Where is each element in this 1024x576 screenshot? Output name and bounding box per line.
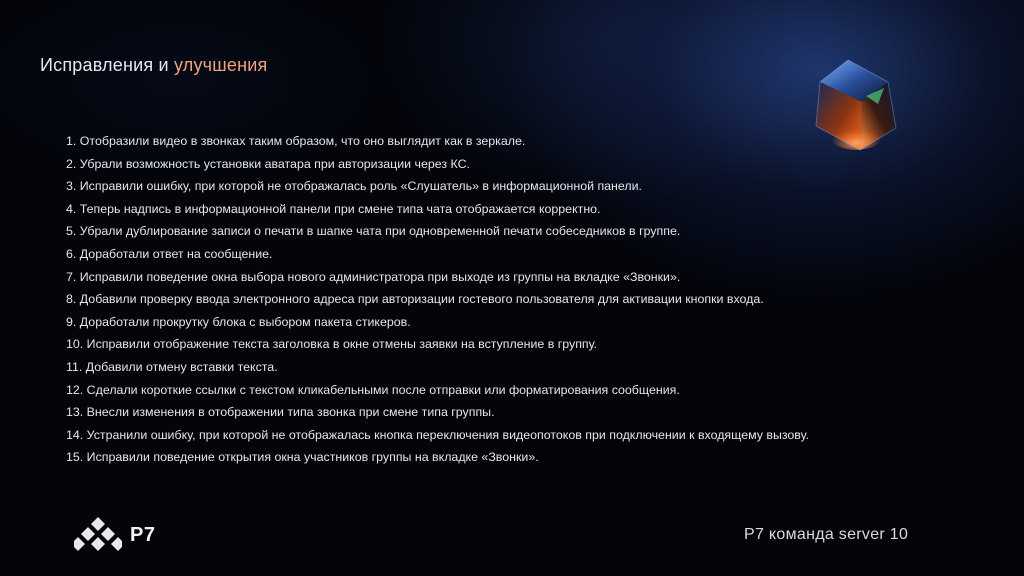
list-item: 6. Доработали ответ на сообщение. [66,246,273,261]
list-item: 15. Исправили поведение открытия окна участников группы на вкладке «Звонки». [66,450,539,465]
list-item: 12. Сделали короткие ссылки с текстом кликабельными после отправки или форматирования сообщения. [66,382,680,397]
list-item: 9. Доработали прокрутку блока с выбором пакета стикеров. [66,314,411,329]
logo-text: Р7 [130,524,156,546]
list-item: 4. Теперь надпись в информационной панели при смене типа чата отображается корректно. [66,201,601,216]
glass-cube-icon [800,52,910,162]
footer-caption: Р7 команда server 10 [744,526,909,543]
list-item: 5. Убрали дублирование записи о печати в шапке чата при одновременной печати собеседников в группе. [66,224,681,239]
list-item: 13. Внесли изменения в отображении типа звонка при смене типа группы. [66,405,495,420]
list-item: 8. Добавили проверку ввода электронного адреса при авторизации гостевого пользователя для активации кнопки входа. [66,292,764,307]
list-item: 2. Убрали возможность установки аватара при авторизации через КС. [66,156,470,171]
slide-title-part1: Исправления и [40,55,174,75]
list-item: 1. Отобразили видео в звонках таким образом, что оно выглядит как в зеркале. [66,134,526,148]
list-item: 10. Исправили отображение текста заголовка в окне отмены заявки на вступление в группу. [66,337,598,352]
list-item: 7. Исправили поведение окна выбора нового администратора при выходе из группы на вкладке «Звонки». [66,269,681,284]
list-item: 3. Исправили ошибку, при которой не отображалась роль «Слушатель» в информационной панели. [66,179,642,194]
diamond-grid-logo-icon [74,516,122,554]
slide-title-part2: улучшения [173,55,268,75]
list-item: 14. Устранили ошибку, при которой не отображалась кнопка переключения видеопотоков при подключении к входящему вызову. [66,427,810,442]
changes-list [66,130,809,469]
slide-title [40,55,267,76]
list-item: 11. Добавили отмену вставки текста. [66,359,278,374]
